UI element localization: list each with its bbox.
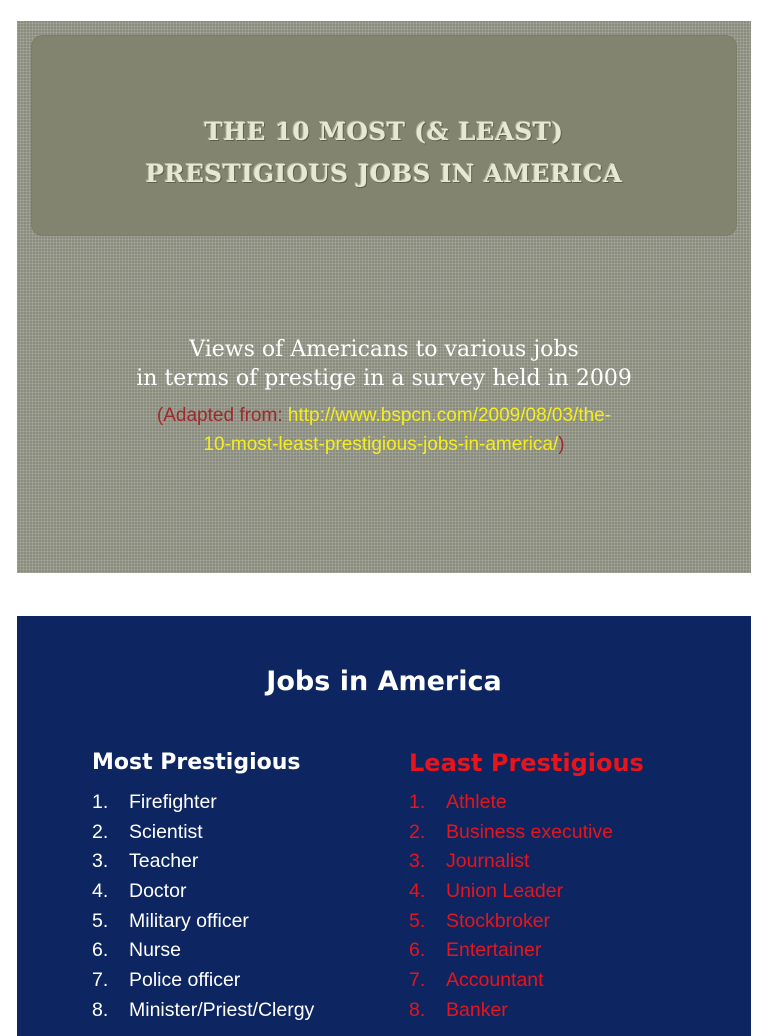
subtitle-line-2: in terms of prestige in a survey held in 2009 (136, 366, 632, 391)
most-prestigious-list (92, 788, 314, 1026)
list-item (92, 847, 314, 877)
source-link-line-2: 10-most-least-prestigious-jobs-in-america/ (203, 434, 559, 455)
title-box (31, 35, 737, 236)
slide-2 (17, 616, 751, 1036)
list-item (409, 907, 644, 937)
list-item (92, 818, 314, 848)
most-prestigious-column (92, 748, 314, 1026)
list-item (409, 996, 644, 1026)
source-suffix: ) (558, 434, 565, 455)
list-item-number: 6. (92, 939, 109, 962)
list-item-number: 6. (409, 939, 426, 962)
list-item-number: 5. (92, 909, 109, 932)
slide-title (31, 111, 737, 195)
list-item-number: 1. (409, 791, 426, 813)
list-item (92, 788, 314, 818)
list-item-label: Journalist (446, 850, 530, 873)
list-item-number: 8. (92, 998, 109, 1021)
subtitle-line-1: Views of Americans to various jobs (189, 337, 579, 362)
list-item-label: Business executive (446, 820, 613, 843)
least-prestigious-heading: Least Prestigious (409, 749, 644, 777)
list-item-number: 4. (409, 880, 426, 903)
list-item-number: 3. (409, 850, 426, 873)
list-item (409, 966, 644, 996)
list-item (409, 818, 644, 848)
list-item-label: Nurse (129, 939, 182, 962)
list-item-label: Scientist (129, 820, 203, 843)
list-item-label: Teacher (129, 850, 199, 873)
slide-title-line-2: PRESTIGIOUS JOBS IN AMERICA (145, 159, 623, 188)
source-link-line-1: http://www.bspcn.com/2009/08/03/the- (287, 405, 612, 426)
list-item-label: Doctor (129, 880, 187, 903)
list-item-number: 3. (92, 850, 109, 873)
list-item (409, 936, 644, 966)
list-item (92, 877, 314, 907)
list-item (92, 936, 314, 966)
slide-subtitle (17, 335, 751, 393)
slide-title-line-1: THE 10 MOST (& LEAST) (204, 117, 564, 146)
list-item-number: 2. (92, 820, 109, 843)
source-citation (37, 401, 731, 459)
list-item-label: Minister/Priest/Clergy (129, 998, 315, 1021)
slide-1 (17, 21, 751, 573)
list-item-label: Athlete (446, 791, 507, 813)
list-item (409, 877, 644, 907)
list-item-number: 7. (92, 969, 109, 992)
least-prestigious-column (409, 748, 644, 1026)
list-item (409, 847, 644, 877)
list-item-label: Entertainer (446, 939, 542, 962)
list-item-label: Union Leader (446, 880, 564, 903)
slide-2-heading: Jobs in America (266, 666, 502, 697)
list-item-label: Stockbroker (446, 909, 551, 932)
list-item-number: 5. (409, 909, 426, 932)
list-item-number: 2. (409, 820, 426, 843)
list-item-label: Police officer (129, 969, 241, 992)
list-item-number: 8. (409, 998, 426, 1021)
list-item-label: Firefighter (129, 791, 217, 813)
list-item-number: 4. (92, 880, 109, 903)
least-prestigious-list (409, 788, 644, 1026)
list-item-label: Accountant (446, 969, 544, 992)
source-prefix: (Adapted from: (156, 405, 288, 426)
list-item (92, 966, 314, 996)
list-item-label: Military officer (129, 909, 249, 932)
list-item (409, 788, 644, 818)
list-item-number: 1. (92, 791, 109, 813)
list-item (92, 996, 314, 1026)
list-item (92, 907, 314, 937)
most-prestigious-heading: Most Prestigious (92, 750, 301, 775)
list-item-label: Banker (446, 998, 508, 1021)
list-item-number: 7. (409, 969, 426, 992)
